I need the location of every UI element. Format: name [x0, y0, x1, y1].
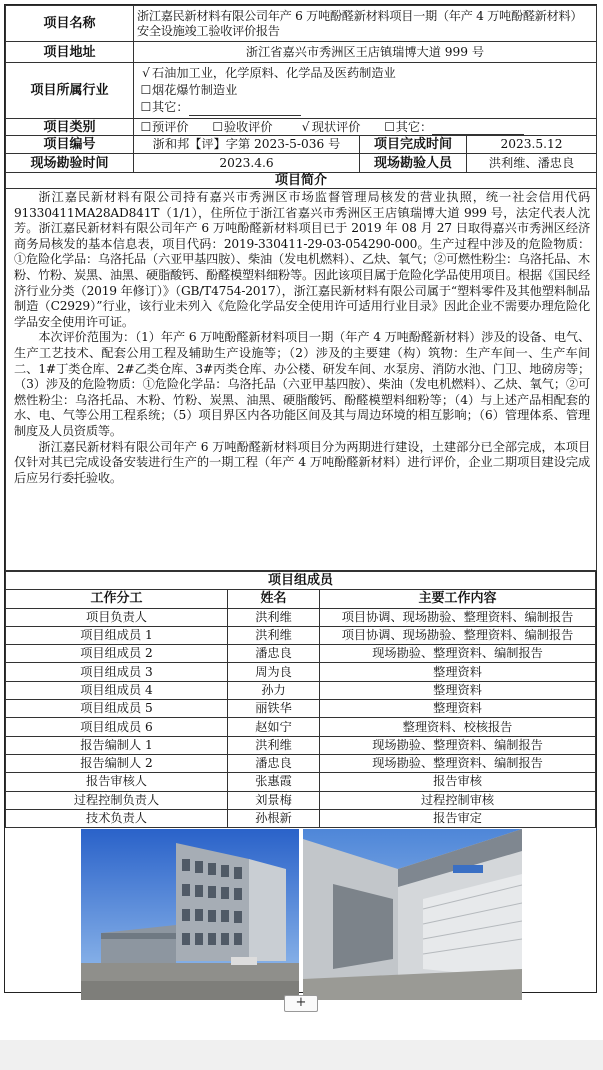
add-page-button[interactable]: +: [284, 995, 318, 1012]
project-address-value: 浙江省嘉兴市秀洲区王店镇瑞博大道 999 号: [134, 42, 597, 63]
surveyors-label: 现场勘验人员: [360, 154, 467, 173]
table-row: [6, 773, 596, 791]
member-role: 项目组成员 2: [6, 645, 228, 663]
member-role: 报告审核人: [6, 773, 228, 791]
table-row: [6, 626, 596, 644]
member-name: 孙力: [228, 681, 320, 699]
member-name: 周为良: [228, 663, 320, 681]
member-role: 项目组成员 6: [6, 718, 228, 736]
project-address-label: 项目地址: [6, 42, 134, 63]
industry-option-other[interactable]: ☐其它：: [140, 99, 593, 116]
member-role: 项目组成员 3: [6, 663, 228, 681]
member-duty: 项目协调、现场勘验、整理资料、编制报告: [320, 608, 596, 626]
project-name-value: 浙江嘉民新材料有限公司年产 6 万吨酚醛新材料项目一期（年产 4 万吨酚醛新材料）安全设施竣工验收评价报告: [134, 6, 597, 42]
column-header: 工作分工: [6, 590, 228, 608]
site-photos: [5, 828, 596, 1004]
table-row: [6, 608, 596, 626]
intro-paragraph: 本次评价范围为：（1）年产 6 万吨酚醛新材料项目一期（年产 4 万吨酚醛新材料）涉及的设备、电气、生产工艺技术、配套公用工程及辅助生产设施等；（2）涉及的主要建（构）筑物：生产车间一、生产车间二、1#丁类仓库、2#乙类仓库、3#丙类仓库、办公楼、研发车间、水泵房、消防水池、门卫、地磅房等；（3）涉及的危险物质：①危险化学品：乌洛托品（六亚甲基四胺）、柴油（发电机燃料）、乙炔、氧气；②可燃性粉尘：乌洛托品、木粉、竹粉、炭黑、油黑、硬脂酸钙、酚醛模塑料细粉等；（4）与上述产品相配套的水、电、气等公用工程系统；（5）项目界区内各功能区间及其与周边环境的相互影响；（6）管理体系、管理制度及人员资质等。: [14, 330, 591, 438]
checked-icon: √: [142, 66, 150, 80]
member-role: 项目组成员 4: [6, 681, 228, 699]
member-duty: 现场勘验、整理资料、编制报告: [320, 645, 596, 663]
member-duty: 整理资料: [320, 700, 596, 718]
column-header: 姓名: [228, 590, 320, 608]
members-table: [5, 571, 596, 828]
intro-paragraph: 浙江嘉民新材料有限公司持有嘉兴市秀洲区市场监督管理局核发的营业执照，统一社会信用代码 91330411MA28AD841T（1/1），住所位于浙江省嘉兴市秀洲区王店镇瑞博大道 999 号，法定代表人沈芳。浙江嘉民新材料有限公司年产 6 万吨酚醛新材料项目已于 2019 年 08 月 27 日取得嘉兴市秀洲区经济商务局核发的基本信息表，项目代码：2019-330411-29-03-054290-000。生产过程中涉及的危险物质：①危险化学品：乌洛托品（六亚甲基四胺）、柴油（发电机燃料）、乙炔、氧气；②可燃性粉尘：乌洛托品、木粉、竹粉、炭黑、油黑、硬脂酸钙、酚醛模塑料细粉等。因此该项目属于危险化学品使用项目。根据《国民经济行业分类（2019 年修订）》（GB/T4754-2017），浙江嘉民新材料有限公司属于“塑料零件及其他塑料制品制造（C2929）”行业，该行业未列入《危险化学品安全使用许可适用行业目录》因此企业不需要办理危险化学品安全使用许可证。: [14, 190, 591, 329]
table-row: [6, 736, 596, 754]
member-role: 过程控制负责人: [6, 791, 228, 809]
member-name: 赵如宁: [228, 718, 320, 736]
survey-time-label: 现场勘验时间: [6, 154, 134, 173]
table-row: [6, 645, 596, 663]
finish-time-label: 项目完成时间: [360, 136, 467, 154]
member-role: 项目负责人: [6, 608, 228, 626]
member-duty: 整理资料: [320, 663, 596, 681]
members-title: 项目组成员: [6, 572, 596, 590]
member-name: 丽铁华: [228, 700, 320, 718]
industry-option-chemical[interactable]: √ 石油加工业，化学原料、化学品及医药制造业: [140, 65, 593, 82]
table-row: [6, 754, 596, 772]
column-header: 主要工作内容: [320, 590, 596, 608]
member-name: 洪利维: [228, 626, 320, 644]
member-name: 潘忠良: [228, 754, 320, 772]
table-row: [6, 791, 596, 809]
member-duty: 现场勘验、整理资料、编制报告: [320, 736, 596, 754]
project-type-options: [134, 119, 597, 136]
office-building-photo: [81, 829, 299, 1000]
project-name-label: 项目名称: [6, 6, 134, 42]
warehouse-image: [303, 829, 522, 1000]
member-name: 张惠霞: [228, 773, 320, 791]
member-duty: 过程控制审核: [320, 791, 596, 809]
warehouse-photo: [303, 829, 522, 1000]
member-duty: 整理资料、校核报告: [320, 718, 596, 736]
project-number-label: 项目编号: [6, 136, 134, 154]
member-duty: 报告审核: [320, 773, 596, 791]
project-info-table: [5, 5, 597, 571]
member-role: 技术负责人: [6, 809, 228, 827]
office-building-image: [81, 829, 299, 1000]
member-name: 洪利维: [228, 736, 320, 754]
checkbox-icon: ☐: [140, 119, 152, 134]
member-role: 报告编制人 1: [6, 736, 228, 754]
table-row: [6, 700, 596, 718]
finish-time-value: 2023.5.12: [467, 136, 597, 154]
member-rows: [6, 608, 596, 828]
type-option-other[interactable]: ☐其它：: [384, 120, 525, 134]
project-industry-label: 项目所属行业: [6, 63, 134, 119]
member-role: 项目组成员 1: [6, 626, 228, 644]
member-duty: 整理资料: [320, 681, 596, 699]
checkbox-icon: ☐: [140, 100, 152, 114]
project-type-label: 项目类别: [6, 119, 134, 136]
table-row: [6, 809, 596, 827]
member-name: 洪利维: [228, 608, 320, 626]
other-blank-line: [189, 103, 301, 116]
table-row: [6, 663, 596, 681]
other-blank-line: [432, 122, 524, 135]
intro-paragraph: 浙江嘉民新材料有限公司年产 6 万吨酚醛新材料项目分为两期进行建设，土建部分已全部完成，本项目仅针对其已完成设备安装进行生产的一期工程（年产 4 万吨酚醛新材料）进行评价，企业二期项目建设完成后应另行委托验收。: [14, 439, 591, 485]
bottom-scrollbar-area[interactable]: [0, 1040, 603, 1070]
survey-time-value: 2023.4.6: [134, 154, 360, 173]
member-duty: 项目协调、现场勘验、整理资料、编制报告: [320, 626, 596, 644]
type-option-acceptance[interactable]: ☐验收评价: [212, 119, 273, 134]
member-name: 孙根新: [228, 809, 320, 827]
member-name: 潘忠良: [228, 645, 320, 663]
project-number-value: 浙和邦【评】字第 2023-5-036 号: [134, 136, 360, 154]
surveyors-value: 洪利维、潘忠良: [467, 154, 597, 173]
member-duty: 现场勘验、整理资料、编制报告: [320, 754, 596, 772]
checkbox-icon: ☐: [212, 119, 224, 134]
table-row: [6, 718, 596, 736]
checked-icon: √: [301, 119, 310, 134]
checkbox-icon: ☐: [384, 119, 396, 134]
member-role: 项目组成员 5: [6, 700, 228, 718]
member-duty: 报告审定: [320, 809, 596, 827]
report-cover-sheet: [4, 4, 597, 993]
type-option-current[interactable]: √ 现状评价: [300, 120, 361, 134]
type-option-pre[interactable]: ☐预评价: [140, 119, 189, 134]
intro-title: 项目简介: [6, 173, 597, 189]
industry-option-fireworks[interactable]: ☐烟花爆竹制造业: [140, 83, 238, 97]
checkbox-icon: ☐: [140, 83, 152, 97]
table-row: [6, 681, 596, 699]
intro-body: [6, 189, 597, 571]
project-industry-options: [134, 63, 597, 119]
member-name: 刘景梅: [228, 791, 320, 809]
member-role: 报告编制人 2: [6, 754, 228, 772]
